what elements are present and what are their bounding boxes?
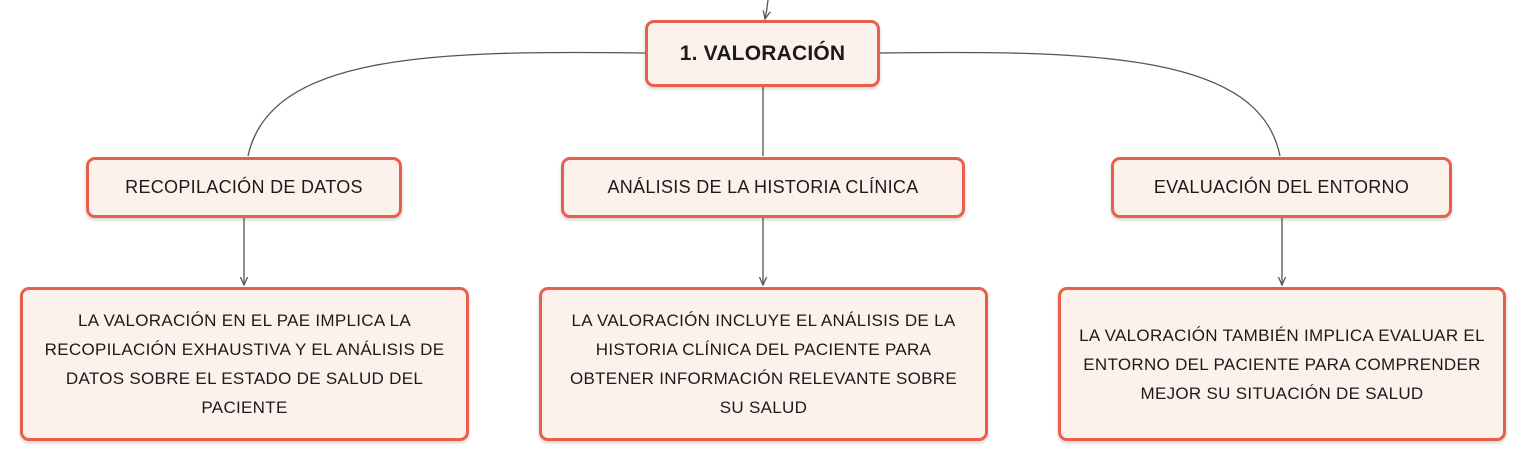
detail-text: LA VALORACIÓN TAMBIÉN IMPLICA EVALUAR EL ENTORNO DEL PACIENTE PARA COMPRENDER MEJOR SU SITUACIÓN DE SALUD — [1079, 325, 1485, 403]
root-label: 1. VALORACIÓN — [679, 41, 846, 65]
incoming-connector — [765, 0, 768, 19]
branch-node-entorno[interactable] — [1111, 157, 1452, 218]
branch-label: EVALUACIÓN DEL ENTORNO — [1153, 177, 1410, 197]
detail-node-historia-clinica[interactable] — [539, 287, 988, 441]
branch-node-recopilacion[interactable] — [86, 157, 402, 218]
connector-root-to-branch-1 — [248, 52, 645, 156]
detail-node-recopilacion[interactable] — [20, 287, 469, 441]
detail-node-entorno[interactable] — [1058, 287, 1506, 441]
detail-text: LA VALORACIÓN EN EL PAE IMPLICA LA RECOPILACIÓN EXHAUSTIVA Y EL ANÁLISIS DE DATOS SOBRE EL ESTADO DE SALUD DEL PACIENTE — [44, 311, 445, 417]
branch-node-historia-clinica[interactable] — [561, 157, 965, 218]
branch-label: RECOPILACIÓN DE DATOS — [125, 177, 363, 197]
detail-text: LA VALORACIÓN INCLUYE EL ANÁLISIS DE LA HISTORIA CLÍNICA DEL PACIENTE PARA OBTENER INFORMACIÓN RELEVANTE SOBRE SU SALUD — [569, 311, 958, 417]
connector-root-to-branch-3 — [880, 52, 1280, 156]
branch-label: ANÁLISIS DE LA HISTORIA CLÍNICA — [607, 177, 919, 197]
root-node[interactable] — [645, 20, 880, 87]
